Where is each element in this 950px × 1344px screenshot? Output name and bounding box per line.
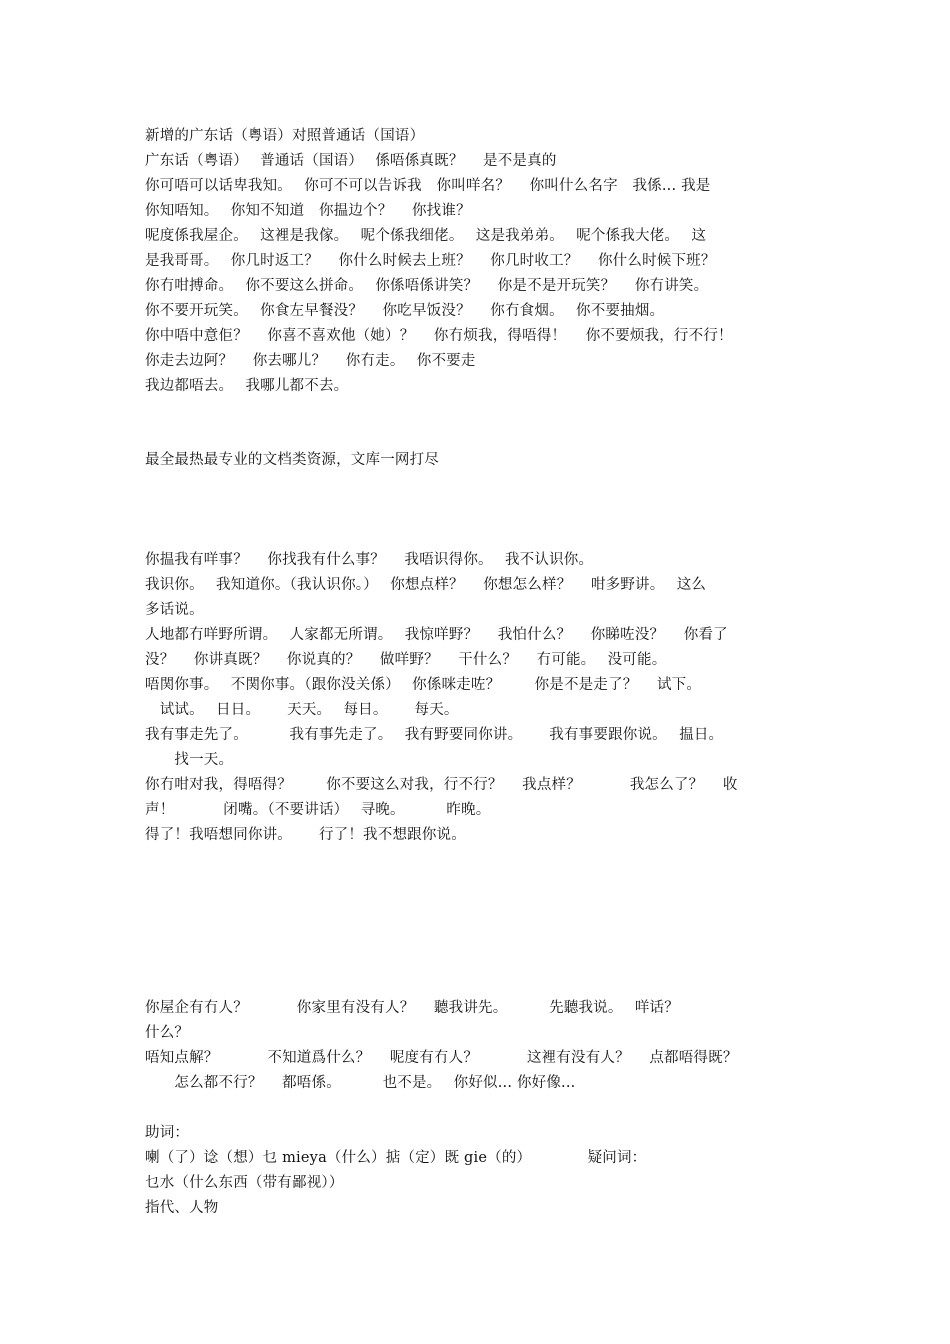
text-line: 唔関你事。 不関你事。（跟你没关係） 你係咪走咗？ 你是不是走了？ 试下。 xyxy=(145,677,702,693)
text-line: 什么？ xyxy=(145,1025,190,1041)
text-line: 试试。 日日。 天天。 每日。 每天。 xyxy=(145,702,459,718)
section-phrases-1 xyxy=(145,124,825,399)
text-line: 你冇咁搏命。 你不要这么拼命。 你係唔係讲笑？ 你是不是开玩笑？ 你冇讲笑。 xyxy=(145,278,709,294)
text-line: 多话说。 xyxy=(145,602,204,618)
text-line: 怎么都不行？ 都唔係。 也不是。 你好似... 你好像... xyxy=(145,1075,576,1091)
text-line: 你揾我有咩事？ 你找我有什么事？ 我唔识得你。 我不认识你。 xyxy=(145,552,594,568)
text-line: 你走去边阿？ 你去哪儿？ 你冇走。 你不要走 xyxy=(145,353,476,369)
text-line: 我有事走先了。 我有事先走了。 我有野要同你讲。 我有事要跟你说。 揾日。 xyxy=(145,727,724,743)
text-line: 我识你。 我知道你。（我认识你。） 你想点样？ 你想怎么样？ 咁多野讲。 这么 xyxy=(145,577,707,593)
text-line: 声！ 闭嘴。（不要讲话） 寻晚。 昨晚。 xyxy=(145,802,491,818)
banner-text xyxy=(145,448,825,473)
text-line: 你知唔知。 你知不知道 你揾边个？ 你找谁？ xyxy=(145,203,471,219)
section-phrases-2 xyxy=(145,548,825,848)
text-line: 你不要开玩笑。 你食左早餐没？ 你吃早饭没？ 你冇食烟。 你不要抽烟。 xyxy=(145,303,665,319)
text-line: 喇（了）谂（想）乜 mieya（什么）掂（定）既 gie（的） 疑问词： xyxy=(145,1150,647,1166)
text-line: 新增的广东话（粤语）对照普通话（国语） xyxy=(145,128,425,144)
text-line: 是我哥哥。 你几时返工？ 你什么时候去上班？ 你几时收工？ 你什么时候下班？ xyxy=(145,253,716,269)
text-line: 我边都唔去。 我哪儿都不去。 xyxy=(145,378,349,394)
text-line: 指代、人物 xyxy=(145,1200,219,1216)
text-line: 你屋企有冇人？ 你家里有没有人？ 聽我讲先。 先聽我说。 咩话？ xyxy=(145,1000,679,1016)
text-line: 助词： xyxy=(145,1125,190,1141)
text-line: 你可唔可以话卑我知。 你可不可以告诉我 你叫咩名？ 你叫什么名字 我係... 我是 xyxy=(145,178,711,194)
text-line: 你中唔中意佢？ 你喜不喜欢他（她）？ 你冇烦我，得唔得！ 你不要烦我，行不行！ xyxy=(145,328,733,344)
section-particles xyxy=(145,1121,825,1221)
banner-line: 最全最热最专业的文档类资源，文库一网打尽 xyxy=(145,452,439,468)
text-line: 找一天。 xyxy=(145,752,234,768)
text-line: 你冇咁对我，得唔得？ 你不要这么对我，行不行？ 我点样？ 我怎么了？ 收 xyxy=(145,777,738,793)
text-line: 人地都冇咩野所谓。 人家都无所谓。 我惊咩野？ 我怕什么？ 你睇咗没？ 你看了 xyxy=(145,627,728,643)
text-line: 乜水（什么东西（带有鄙视）） xyxy=(145,1175,344,1191)
section-phrases-3 xyxy=(145,996,825,1096)
text-line: 没？ 你讲真既？ 你说真的？ 做咩野？ 干什么？ 冇可能。 没可能。 xyxy=(145,652,667,668)
text-line: 呢度係我屋企。 这裡是我傢。 呢个係我细佬。 这是我弟弟。 呢个係我大佬。 这 xyxy=(145,228,707,244)
text-line: 广东话（粤语） 普通话（国语） 係唔係真既？ 是不是真的 xyxy=(145,153,557,169)
text-line: 唔知点解？ 不知道爲什么？ 呢度有冇人？ 这裡有没有人？ 点都唔得既？ xyxy=(145,1050,738,1066)
text-line: 得了！我唔想同你讲。 行了！我不想跟你说。 xyxy=(145,827,466,843)
